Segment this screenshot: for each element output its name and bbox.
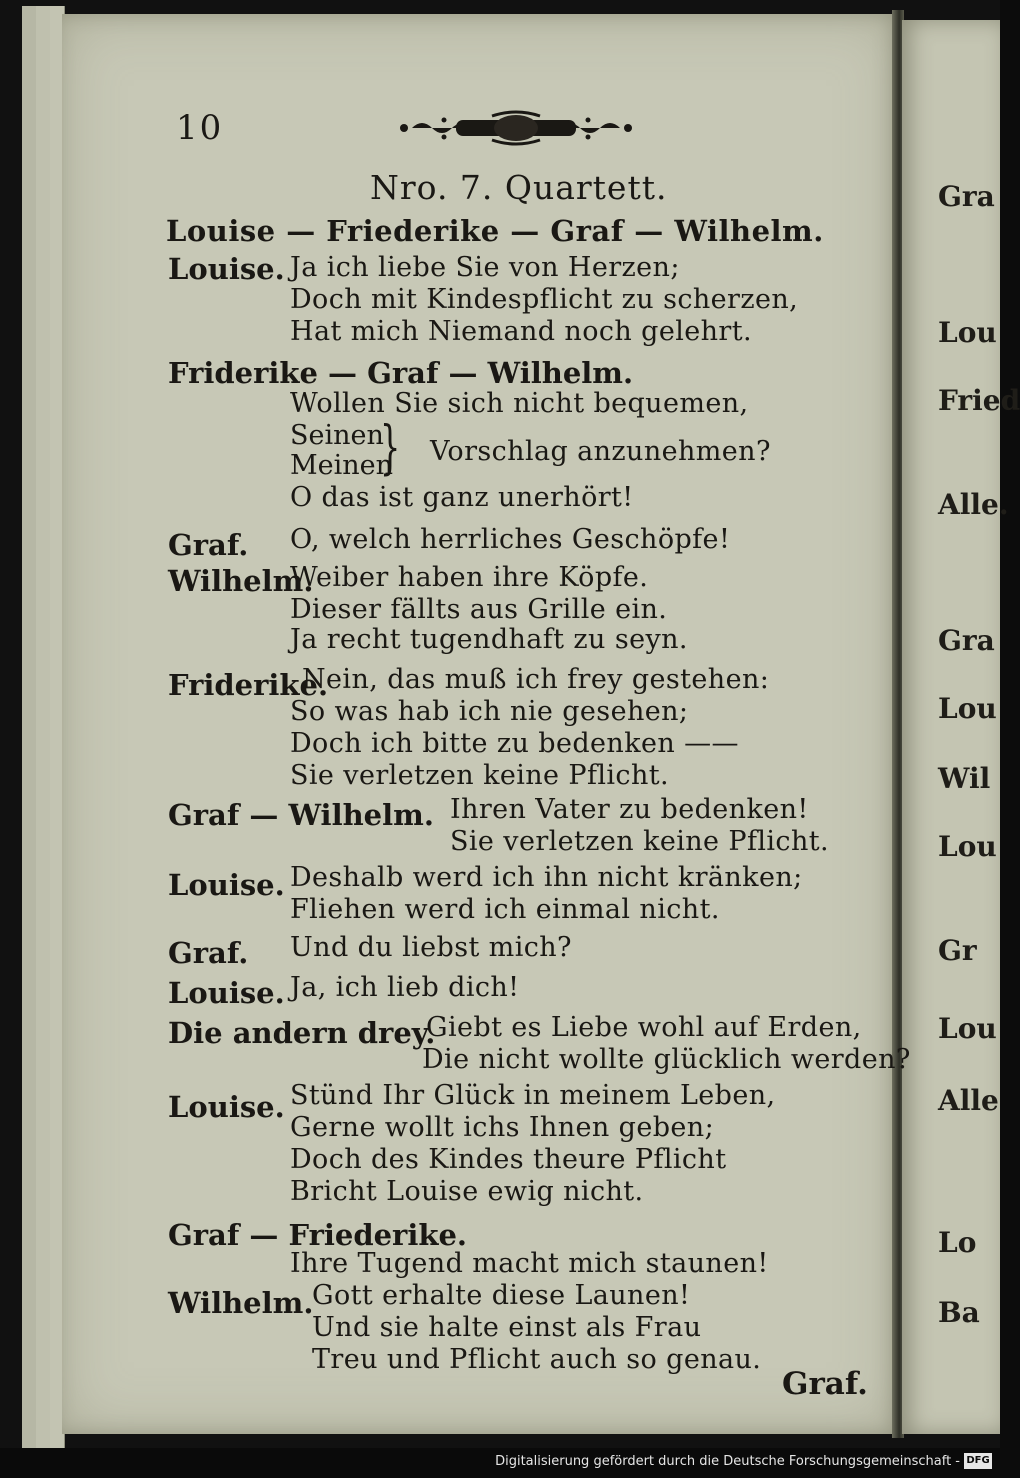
facing-page-word: Alle. xyxy=(938,488,1009,521)
verse-line: Hat mich Niemand noch gelehrt. xyxy=(290,316,752,347)
verse-line: O, welch herrliches Geschöpfe! xyxy=(290,524,731,555)
facing-page-word: Alle xyxy=(938,1084,999,1117)
verse-alternative: Seinen xyxy=(290,420,384,451)
verse-line: Deshalb werd ich ihn nicht kränken; xyxy=(290,862,803,893)
cast-line: Louise — Friederike — Graf — Wilhelm. xyxy=(166,214,824,248)
verse-line: Gerne wollt ichs Ihnen geben; xyxy=(290,1112,715,1143)
verse-line: Doch mit Kindespflicht zu scherzen, xyxy=(290,284,799,315)
verse-line: Weiber haben ihre Köpfe. xyxy=(290,562,649,593)
verse-line: Treu und Pflicht auch so genau. xyxy=(312,1344,762,1375)
verse-line: Sie verletzen keine Pflicht. xyxy=(450,826,829,857)
speaker-label: Louise. xyxy=(168,868,285,902)
dfg-logo: DFG xyxy=(964,1453,992,1469)
speaker-label: Graf — Wilhelm. xyxy=(168,798,434,832)
speaker-label: Louise. xyxy=(168,976,285,1010)
facing-page-word: Lou xyxy=(938,692,997,725)
verse-line: Fliehen werd ich einmal nicht. xyxy=(290,894,720,925)
song-heading: Nro. 7. Quartett. xyxy=(370,168,668,207)
verse-line: Ihre Tugend macht mich staunen! xyxy=(290,1248,769,1279)
verse-line: Dieser fällts aus Grille ein. xyxy=(290,594,668,625)
page-number: 10 xyxy=(176,108,224,148)
verse-line: So was hab ich nie gesehen; xyxy=(290,696,689,727)
verse-alternative: Meinen xyxy=(290,450,394,481)
facing-page-word: Gr xyxy=(938,934,977,967)
speaker-label: Wilhelm. xyxy=(168,1286,314,1320)
verse-line: Ja recht tugendhaft zu seyn. xyxy=(290,624,688,655)
speaker-label: Graf — Friederike. xyxy=(168,1218,467,1252)
verse-line: Gott erhalte diese Launen! xyxy=(312,1280,691,1311)
verse-line: Doch ich bitte zu bedenken —— xyxy=(290,728,739,759)
facing-page-word: Lou xyxy=(938,316,997,349)
speaker-label: Wilhelm. xyxy=(168,564,314,598)
speaker-label: Friderike. xyxy=(168,668,329,702)
verse-line: Doch des Kindes theure Pflicht xyxy=(290,1144,727,1175)
facing-page-word: Ba xyxy=(938,1296,980,1329)
verse-line: Ja ich liebe Sie von Herzen; xyxy=(290,252,680,283)
verse-line: Ihren Vater zu bedenken! xyxy=(450,794,809,825)
verse-line: Und sie halte einst als Frau xyxy=(312,1312,702,1343)
facing-page-word: Fried xyxy=(938,384,1020,417)
speaker-label: Graf. xyxy=(168,936,249,970)
verse-line: Giebt es Liebe wohl auf Erden, xyxy=(426,1012,862,1043)
facing-page-word: Lo xyxy=(938,1226,977,1259)
facing-page-word: Wil xyxy=(938,762,991,795)
verse-line: Wollen Sie sich nicht bequemen, xyxy=(290,388,749,419)
facing-page-word: Gra xyxy=(938,624,995,657)
verse-line: Vorschlag anzunehmen? xyxy=(430,436,771,467)
page-edge xyxy=(22,6,37,1460)
digitization-footer xyxy=(0,1448,1000,1478)
funding-credit: Digitalisierung gefördert durch die Deutsche Forschungsgemeinschaft - xyxy=(495,1454,960,1469)
facing-page-word: Lou xyxy=(938,830,997,863)
verse-line: Sie verletzen keine Pflicht. xyxy=(290,760,669,791)
speaker-label: Friderike — Graf — Wilhelm. xyxy=(168,356,634,390)
printers-ornament xyxy=(396,110,636,146)
verse-line: O das ist ganz unerhört! xyxy=(290,482,634,513)
page-edge xyxy=(36,6,51,1460)
facing-page-word: Lou xyxy=(938,1012,997,1045)
verse-line: Bricht Louise ewig nicht. xyxy=(290,1176,644,1207)
facing-page-word: Gra xyxy=(938,180,995,213)
speaker-label: Graf. xyxy=(168,528,249,562)
verse-line: Nein, das muß ich frey gestehen: xyxy=(302,664,770,695)
brace-glyph: } xyxy=(380,413,401,481)
speaker-label: Die andern drey. xyxy=(168,1016,436,1050)
speaker-label: Louise. xyxy=(168,1090,285,1124)
speaker-label: Louise. xyxy=(168,252,285,286)
verse-line: Die nicht wollte glücklich werden? xyxy=(422,1044,911,1075)
verse-line: Stünd Ihr Glück in meinem Leben, xyxy=(290,1080,776,1111)
facing-page xyxy=(902,20,1020,1434)
verse-line: Und du liebst mich? xyxy=(290,932,572,963)
verse-line: Ja, ich lieb dich! xyxy=(290,972,520,1003)
catchword: Graf. xyxy=(782,1366,868,1402)
